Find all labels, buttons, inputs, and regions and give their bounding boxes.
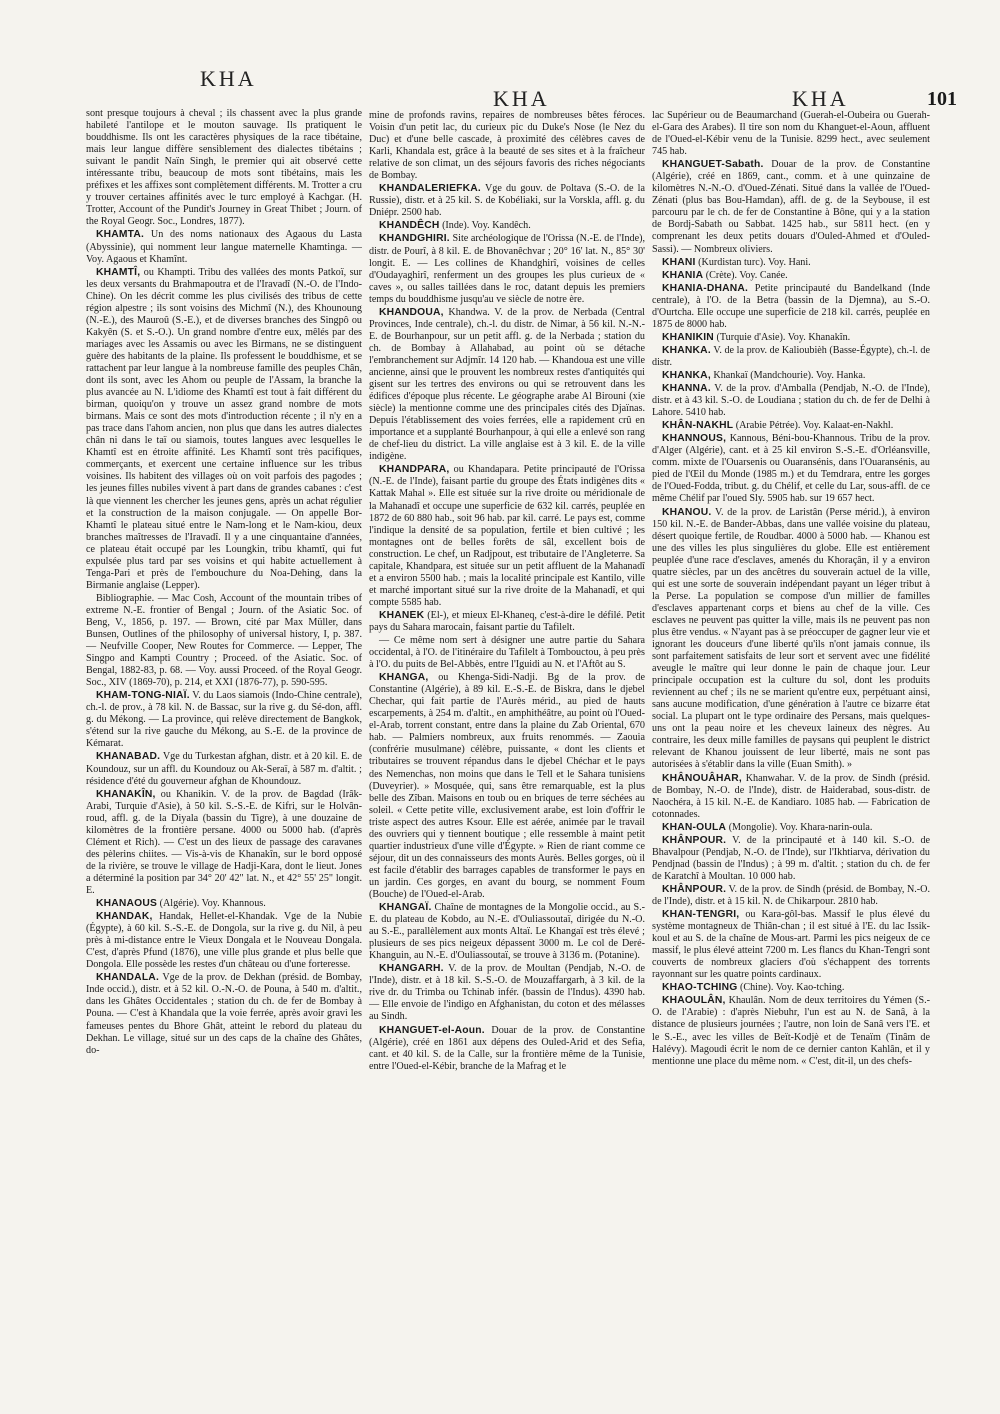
entry-body: Chaîne de montagnes de la Mongolie occid., au S.-E. du plateau de Kobdo, au N.-E. d'Ouliassoutaï, dirigée du N.-O. au S.-E., parallèlement aux monts Altaï. Le Khangaï est très élevé ; plusieurs de ses pics neigeux dépassent 3000 m. Le col de Deré-Khanguin, au N.-E. d'Ouliassoutaï, se trouve à 3136 m. (Potanine). <box>369 902 645 962</box>
dictionary-entry <box>86 690 362 750</box>
entry-headword: KHAO-TCHING <box>662 982 738 994</box>
running-header-left: KHA <box>200 66 257 91</box>
entry-body: (Kurdistan turc). Voy. Hani. <box>695 256 811 268</box>
entry-body: — Ce même nom sert à désigner une autre partie du Sahara occidental, à l'O. de l'itinéraire du Tafilelt à Tombouctou, à peu près à l'O. du puits de Bel-Abbès, entre l'Iguidi au N. et l'Aftôt au S. <box>369 635 645 671</box>
dictionary-entry <box>369 635 645 671</box>
text-column-1 <box>86 108 362 1408</box>
entry-headword: KHANKA. <box>662 344 711 356</box>
entry-body: (Turquie d'Asie). Voy. Khanakîn. <box>713 331 851 343</box>
entry-headword: KHANGUET-el-Aoun. <box>379 1024 485 1036</box>
text-column-3 <box>652 110 930 1410</box>
entry-body: Khankaï (Mandchourie). Voy. Hanka. <box>710 369 866 381</box>
entry-body: V. de la principauté et à 140 kil. S.-O. de Bhavalpour (Pendjab, N.-O. de l'Inde), sur l'Ikhtiarva, dérivation du Pendjnad (bassin de l'Indus) ; à 99 m. d'altit. ; station du ch. de fer de Karatchî à Moultan. 10 000 hab. <box>652 834 930 882</box>
entry-body: Khanwahar. V. de la prov. de Sindh (présid. de Bombay, N.-O. de l'Inde), distr. de Haiderabad, sous-distr. de Naochéra, à 15 kil. N.-E. de Kandiaro. 1085 hab. — Fabrication de cotonnades. <box>652 772 930 820</box>
entry-headword: KHANDOUA, <box>379 306 444 318</box>
dictionary-entry <box>369 110 645 182</box>
dictionary-entry <box>86 789 362 897</box>
dictionary-entry <box>652 420 930 432</box>
entry-body: Un des noms nationaux des Agaous du Lasta (Abyssinie), qui nomment leur langue maternelle Khamtinga. — Voy. Agaous et Khamînt. <box>86 229 362 265</box>
entry-body: lac Supérieur ou de Beaumarchand (Guerah-el-Oubeira ou Guerah-el-Gara des Arabes). Il tire son nom du Khanguet-el-Aoun, affluent de l'Oued-el-Kébir venu de la Tunisie. 8299 hect., avec seulement 745 hab. <box>652 110 930 158</box>
entry-body: (Arabie Pétrée). Voy. Kalaat-en-Nakhl. <box>733 420 894 432</box>
entry-body: Douar de la prov. de Constantine (Algérie), créé en 1861 aux dépens des Ouled-Arid et des Sefia, cant. et 40 kil. S. de la Calle, sur la frontière même de la Tunisie, entre l'Oued-el-Kébir, branche de la Mafrag et le <box>369 1024 645 1072</box>
dictionary-entry <box>86 593 362 689</box>
entry-headword: KHANAKÎN, <box>96 788 156 800</box>
entry-body: (Algérie). Voy. Khannous. <box>157 898 266 910</box>
entry-headword: KHANNA. <box>662 383 711 395</box>
entry-body: Vge du Turkestan afghan, distr. et à 20 kil. E. de Koundouz, sur un affl. du Koundouz ou Ak-Seraï, à 587 m. d'altit. ; résidence d'été du gouverneur afghan de Khoundouz. <box>86 751 362 787</box>
dictionary-entry <box>86 229 362 265</box>
entry-body: ou Khandapara. Petite principauté de l'Orissa (N.-E. de l'Inde), faisant partie du groupe des États indigènes dits « Kattak Mahal ». Elle est située sur la rive droite ou méridionale de la Mahanadî et occupe une superficie de 632 kil. carrés, peuplée en 1872 de 60 880 hab., soit 96 hab. par kil. carré. Le pays est, comme l'indique la densité de sa population, fertile et bien cultivé ; les montagnes ont de belles forêts de sâl, excellent bois de construction. Le chef, un Radjpout, est tributaire de l'Angleterre. Sa capitale, Khandpara, est située sur un petit affluent de la Mahanadî et a environ 5500 hab. ; mais la localité principale est Kantilo, ville et marché important situé sur la rive droite de la Mahanadî, et qui compte 5585 hab. <box>369 464 645 608</box>
dictionary-entry <box>369 464 645 609</box>
dictionary-entry <box>652 835 930 883</box>
entry-body: V. de la prov. de Moultan (Pendjab, N.-O. de l'Inde), distr. et à 18 kil. S.-S.-O. de Mouzaffargarh, à 3 kil. de la rive dr. du Trimba ou Tchinab infér. (bassin de l'Indus). 4390 hab. — Elle envoie de l'indigo en Afghanistan, du coton et des mélasses au Sindh. <box>369 963 645 1023</box>
dictionary-entry <box>652 110 930 158</box>
entry-body: ou Khampti. Tribu des vallées des monts Patkoï, sur les deux versants du Brahmapoutra et de l'Iravadî (N.-O. de l'Indo-Chine). On les décrit comme les plus civilisés des tribus de cette région alpestre ; ils sont voisins des Michmî (N.), des Khounoung (N.-E.), des Mauroû (S.-E.), et de diverses branches des Singpô ou Kakyên (S. et S.-O.). Un grand nombre d'entre eux, mêlés par des mariages avec les Assamis ou avec les Birmans, ne se distinguent guère des habitants de la plaine. Ils professent le bouddhisme, et se rattachent par leur langue à la nombreuse famille des peuples Chân, dont ils sont, avec les Ahom ou peuple de l'Assam, la branche la plus avancée au N. L'idiome des Khamtî est tout à fait différent du birman, quoiqu'on y trouve un assez grand nombre de mots birmans. Mais ce sont des mots d'introduction récente ; il n'y en a pas trace dans l'ahom ancien, non plus que dans les autres dialectes chân ni dans le taï ou siamois, toutes langues avec lesquelles le Khamtî est en étroite affinité. Les Khamtî sont très pacifiques, commerçants, et exercent une certaine influence sur les tribus voisines. Ils habitent des villages où on voit parfois des pagodes ; les jeunes filles nubiles vivent à part dans de grandes cabanes : c'est là que viennent les chercher les jeunes gens, après un achat régulier et la construction de la maison conjugale. — On appelle Bor-Khamtî le plateau situé entre le Nam-long et le Nam-kiou, deux branches maîtresses de l'Iravadî. Il y a une cinquantaine d'années, ce plateau était occupé par les Loungkin, tribu khamtî, qui fut expulsée plus tard par ses voisins et qui habite actuellement à Tenga-Pari et près de l'embouchure du Noa-Dehing, dans la Birmanie anglaise (Lepper). <box>86 266 362 591</box>
running-header-right: KHA <box>792 86 849 111</box>
entry-body: Site archéologique de l'Orissa (N.-E. de l'Inde), distr. de Pourî, à 8 kil. E. de Bhovanêchvar ; 20° 16' lat. N., 85° 30' longit. E. — Les collines de Khandghirî, voisines de celles d'Oudayaghirî, renferment un des groupes les plus curieux de « caves », ou salles taillées dans le roc, datant depuis les premiers temps du bouddhisme jusqu'au ve siècle de notre ère. <box>369 233 645 305</box>
entry-body: Vge de la prov. de Dekhan (présid. de Bombay, Inde occid.), distr. et à 52 kil. O.-N.-O. de Pouna, à 540 m. d'altit., dans les Ghâtes Occidentales ; station du ch. de fer de Bombay à Pouna. — C'est à Khandala que la voie ferrée, après avoir gravi les fameuses pentes du Bhore Ghât, atteint le rebord du plateau du Dekhan. Le village, situé sur un des caps de la chaîne des Ghâtes, do- <box>86 972 362 1056</box>
dictionary-entry <box>86 751 362 787</box>
entry-headword: KHANNOUS, <box>662 433 727 445</box>
entry-headword: KHAMTÎ, <box>96 266 141 278</box>
dictionary-entry <box>369 610 645 634</box>
entry-headword: KHANGARH. <box>379 963 444 975</box>
entry-headword: KHANDALA. <box>96 972 160 984</box>
dictionary-entry <box>369 672 645 901</box>
entry-body: Handak, Hellet-el-Khandak. Vge de la Nubie (Égypte), à 60 kil. S.-S.-E. de Dongola, sur la rive g. du Nil, à peu près à mi-distance entre le Vieux Dongala et le Nouveau Dongala. C'est, d'après Pfund (1876), une ville plus grande et plus belle que Dongola. Elle possède les restes d'un château ou d'une forteresse. <box>86 911 362 971</box>
entry-headword: KHANIA-DHANA. <box>662 282 749 294</box>
entry-headword: KHANAOUS <box>96 898 158 910</box>
dictionary-entry <box>652 270 930 282</box>
dictionary-entry <box>369 220 645 232</box>
entry-headword: KHÂNPOUR. <box>662 834 727 846</box>
entry-body: V. de la prov. de Kalioubièh (Basse-Égypte), ch.-l. de distr. <box>652 344 930 368</box>
entry-headword: KHANGA, <box>379 672 429 684</box>
dictionary-entry <box>86 972 362 1056</box>
dictionary-entry <box>652 822 930 834</box>
entry-body: V. de la prov. d'Amballa (Pendjab, N.-O. de l'Inde), distr. et à 43 kil. S.-O. de Loudiana ; station du ch. de fer de Delhi à Lahore. 5410 hab. <box>652 383 930 419</box>
entry-body: Kannous, Béni-bou-Khannous. Tribu de la prov. d'Alger (Algérie), cant. et à 25 kil environ S.-S.-E. d'Orléansville, comm. mixte de l'Ouarsenis ou Ouaransénis, dans l'Ouaransénis, au pied de l'Œil du Monde (1985 m.) et du Temdrara, entre les gorges de l'Oued-Fodda, tribut. g. du Chélif, et celle du Lar, sous-affl. de ce même Chélif par l'oued Sly. 5905 hab. sur 19 657 hect. <box>652 433 930 505</box>
entry-body: (Chine). Voy. Kao-tching. <box>737 982 845 994</box>
entry-body: Bibliographie. — Mac Cosh, Account of the mountain tribes of extreme N.-E. frontier of Bengal ; Journ. of the Asiatic Soc. of Beng, V., 1856, p. 197. — Brown, cité par Max Müller, dans Bunsen, Outlines of the philosophy of universal history, I, p. 387. — Neufville Cooper, New Routes for Commerce. — Lepper, The Singpo and Kampti Country ; Proceed. of the Asiatic. Soc. of Bengal, 1882-83, p. 68. — Voy. aussi Proceed. of the Royal Geogr. Soc., XIV (1869-70), p. 214, et XXI (1876-77), p. 590-595. <box>86 592 362 689</box>
entry-headword: KHANOU. <box>662 506 712 518</box>
entry-body: (Mongolie). Voy. Khara-narin-oula. <box>726 821 873 833</box>
entry-headword: KHÂNPOUR. <box>662 883 727 895</box>
dictionary-entry <box>652 370 930 382</box>
page-number: 101 <box>927 88 957 110</box>
dictionary-entry <box>652 773 930 821</box>
dictionary-entry <box>369 233 645 305</box>
entry-body: Khandwa. V. de la prov. de Nerbada (Central Provinces, Inde centrale), ch.-l. du distr. de Nimar, à 56 kil. N.-N.-E. de Bourhanpour, sur un petit affl. g. de la Nerbada ; station du ch. de Bombay à Allahabad, au point où se détache l'embranchement sur Adjmîr. 14 120 hab. — Khandoua est une ville ancienne, ainsi que le prouvent les nombreux restes d'antiquités qui gisent sur les tertres des environs ou qui se retrouvent dans les édifices d'époque plus récente. Le géographe arabe Al Birouni (xie siècle) la mentionne comme une des principales cités des Djaïnas. Depuis l'établissement des voies ferrées, elle a rapidement crû en importance et a supplanté Bourhanpour, à qui elle a enlevé son rang de chef-lieu du district. La ville anglaise est à 3 kil. E. de la ville indigène. <box>369 306 645 463</box>
entry-headword: KHAN-TENGRI, <box>662 909 740 921</box>
dictionary-entry <box>86 108 362 228</box>
entry-headword: KHAN-OULA <box>662 821 727 833</box>
dictionary-entry <box>652 507 930 772</box>
dictionary-entry <box>369 307 645 464</box>
dictionary-entry <box>86 898 362 910</box>
entry-body: Douar de la prov. de Constantine (Algérie), créé en 1869, cant., comm. et à une quinzaine de kilomètres N.-N.-O. d'Oued-Zénati. Situé dans la vallée de l'Oued-Zénati (plus bas Bou-Hamdan), affl. de g. de la Seybouse, il est parcouru par le ch. de fer de Constantine à Bône, qui y a la station de Bordj-Sabath ou Sabbat. 1425 hab., sur 5811 hect. (en y comprenant les deux petits douars d'Ouled-Ahmed et d'Ouled-Sassi). — Nombreux oliviers. <box>652 159 930 255</box>
dictionary-entry <box>652 995 930 1067</box>
entry-body: ou Khanikin. V. de la prov. de Bagdad (Irâk-Arabi, Turquie d'Asie), à 50 kil. S.-S.-E. de Kifri, sur le Holvân-roud, affl. g. de la Diyala (bassin du Tigre), à une douzaine de kilomètres de la frontière persane. 4000 ou 5000 hab. (d'après Clément et Rich). — C'est un des lieux de passage des caravanes des pèlerins chiites. — Vis-à-vis de Khanakîn, sur le bord opposé de la rivière, se trouve le village de Hadji-Kara, dont le lieut. Jones a déterminé la position par 34° 20' 42" lat. N., et 42° 55' 25" longit. E. <box>86 788 362 896</box>
entry-headword: KHANGUET-Sabath. <box>662 159 764 171</box>
entry-headword: KHAMTA. <box>96 229 145 241</box>
entry-body: (Inde). Voy. Kandêch. <box>439 220 531 232</box>
entry-headword: KHANIA <box>662 269 704 281</box>
entry-headword: KHANIKIN <box>662 331 714 343</box>
dictionary-entry <box>652 982 930 994</box>
dictionary-entry <box>652 909 930 981</box>
dictionary-entry <box>369 1025 645 1073</box>
entry-headword: KHANABAD. <box>96 751 161 763</box>
entry-body: (Crète). Voy. Canée. <box>703 269 788 281</box>
entry-body: (El-), et mieux El-Khaneq, c'est-à-dire le défilé. Petit pays du Sahara marocain, faisant partie du Tafilelt. <box>369 609 645 633</box>
dictionary-entry <box>652 159 930 255</box>
entry-headword: KHANEK <box>379 609 425 621</box>
entry-headword: KHANI <box>662 256 696 268</box>
entry-headword: KHANDPARA, <box>379 464 450 476</box>
entry-headword: KHANDÊCH <box>379 220 440 232</box>
entry-body: Vge du gouv. de Poltava (S.-O. de la Russie), distr. et à 25 kil. S. de Kobéliaki, sur la Vorskla, affl. g. du Dniépr. 2500 hab. <box>369 183 645 219</box>
entry-body: Khaulân. Nom de deux territoires du Yémen (S.-O. de l'Arabie) : d'après Niebuhr, l'un est au N. de Sanâ, à la distance de plusieurs journées ; l'autre, non loin de Sanâ vers l'E. et le S.-E., avec les villes de Beït-Kodjè et de Tenaïm (Tinâm de Halévy). Magoudi écrit le nom de ce dernier canton Kahlân, et il y mentionne une place du même nom. « C'est, dit-il, un des chefs- <box>652 995 930 1067</box>
entry-body: V. de la prov. de Laristân (Perse mérid.), à environ 150 kil. N.-E. de Bander-Abbas, dans une vallée voisine du plateau, désert quoique fertile, de Roudbar. 4000 à 5000 hab. — Khanou est une des villes les plus singulières du globe. Elle est entièrement peuplée d'une race d'esclaves, amenés du Khoraçân, il y a environ quatre siècles, par un des ancêtres du souverain actuel de la ville, qui est une sorte de souverain indépendant payant un léger tribut à la Perse. La population se compose d'un millier de familles d'esclaves appartenant corps et biens au chef de la ville. Ces esclaves ne peuvent pas quitter la ville, mais ils ne peuvent pas non plus être vendus. « N'ayant pas à se préoccuper de gagner leur vie et ignorant les douceurs d'une liberté qu'ils n'ont jamais connue, ils sont parfaitement satisfaits de leur sort et servent avec une fidélité aveugle le maître qui leur donne le pain de chaque jour. Leur principale occupation est la culture du sol, dont les produits reviennent au chef ; ils ne se marient qu'entre eux, perpétuant ainsi, sans aucune modification, d'une génération à l'autre ce bizarre état social. La plupart ont le type ordinaire des Persans, mais quelques-uns ont la peau noire et les cheveux laineux des nègres. Au contraire, les deux mille familles de paysans qui peuplent le district relevant de Khanou jouissent de leur liberté, mais ne sont pas autorisées à s'établir dans la ville (Euan Smith). » <box>652 506 930 771</box>
dictionary-entry <box>652 383 930 419</box>
dictionary-entry <box>652 433 930 505</box>
entry-body: ou Kara-gôl-bas. Massif le plus élevé du système montagneux de Thiân-chan ; il est situé à l'E. du lac Issik-koul et au S. de la chaîne de Mous-art. Parmi les pics neigeux de ce massif, le plus élevé atteint 7200 m. Les flancs du Khan-Tengri sont couverts de nombreux glaciers d'où s'échappent des torrents rayonnant sur les quatre points cardinaux. <box>652 909 930 981</box>
entry-body: Petite principauté du Bandelkand (Inde centrale), à l'O. de la Betra (bassin de la Djemna), au S.-O. d'Ourtcha. Elle occupe une superficie de 218 kil. carrés, peuplée en 1875 de 8000 hab. <box>652 282 930 330</box>
dictionary-entry <box>652 345 930 369</box>
running-header-middle: KHA <box>493 86 550 111</box>
dictionary-entry <box>369 183 645 219</box>
entry-headword: KHÂNOUÂHAR, <box>662 772 742 784</box>
entry-headword: KHANGAÏ. <box>379 902 432 914</box>
entry-headword: KHANDGHIRI. <box>379 233 450 245</box>
dictionary-entry <box>369 902 645 962</box>
dictionary-entry <box>369 963 645 1023</box>
entry-headword: KHAM-TONG-NIAÏ. <box>96 690 190 702</box>
entry-body: ou Khenga-Sidi-Nadji. Bg de la prov. de Constantine (Algérie), à 89 kil. E.-S.-E. de Biskra, dans le djebel Chechar, qui fait partie de l'Aurès mérid., au pied de hauts escarpements, à 254 m. d'altit., en amphithéâtre, au point où l'Oued-el-Arab, torrent constant, entre dans la plaine du Zab Oriental, 670 hab. — Palmiers nombreux, aux fruits renommés. — Zaouia (confrérie musulmane) célèbre, puissante, « dont les clients et tributaires se trouvent répandus dans le djebel Chéchar et le pays des Nemenchas, non moins que dans le Tell et le Sahara tunisiens (Duveyrier). » Mosquée, qui, sans être remarquable, est la plus belle des Zîban. Maisons en toub ou en briques de terre séchées au soleil. « Cette petite ville, exclusivement arabe, est loin d'offrir le triste aspect des autres Ksour. Elle est aérée, animée par le travail des ouvriers qui y tiennent boutique ; elle ressemble à maint petit quartier industrieux d'une ville d'Égypte. » Rien de riant comme ce séjour, dit un des connaisseurs des monts Aurès. Belles gorges, où il est facile d'établir des barrages capables de transformer le pays en un jardin. Ces gorges, en avant du bourg, se nomment Foum (Bouche) de l'Oued-el-Arab. <box>369 672 645 900</box>
dictionary-entry <box>652 283 930 331</box>
entry-headword: KHÂN-NAKHL <box>662 420 734 432</box>
entry-headword: KHANDALERIEFKA. <box>379 183 481 195</box>
dictionary-entry <box>652 332 930 344</box>
entry-headword: KHANDAK, <box>96 911 153 923</box>
entry-body: sont presque toujours à cheval ; ils chassent avec la plus grande habileté l'antilope et le mouton sauvage. Ils pratiquent le bouddhisme. Ils ont les caractères physiques de la race tibétaine, mais leur langue diffère sensiblement des dialectes tibétains ; suivant le pandit Naïn Singh, le premier qui ait observé cette intéressante tribu, beaucoup de mots sont tibétains, mais les préfixes et les affixes sont complètement différents. M. Trotter a cru y trouver certaines affinités avec le turc employé à Kachgar. (H. Trotter, Account of the Pundit's Journey in Great Thibet ; Journ. of the Royal Geogr. Soc., Londres, 1877). <box>86 108 362 228</box>
entry-body: V. du Laos siamois (Indo-Chine centrale), ch.-l. de prov., à 78 kil. N. de Bassac, sur la rive g. du Sé-don, affl. g. du Mékong. — La province, qui relève directement de Bangkok, s'étend sur la rive gauche du Mékong, au S.-E. de la province de Kémarat. <box>86 690 362 750</box>
dictionary-entry <box>652 884 930 908</box>
dictionary-entry <box>652 257 930 269</box>
text-column-2 <box>369 110 645 1410</box>
entry-headword: KHANKA, <box>662 369 711 381</box>
dictionary-entry <box>86 267 362 592</box>
entry-body: mine de profonds ravins, repaires de nombreuses bêtes féroces. Voisin d'un petit lac, du curieux pic du Duke's Nose (le Nez du Duc) et d'une belle cascade, à proximité des célèbres caves de Karli, Khandala est, grâce à la beauté de ses sites et à la fraîcheur relative de son climat, un des séjours favoris des riches négociants de Bombay. <box>369 110 645 182</box>
dictionary-entry <box>86 911 362 971</box>
entry-body: V. de la prov. de Sindh (présid. de Bombay, N.-O. de l'Inde), distr. et à 15 kil. N. de Chikarpour. 2810 hab. <box>652 883 930 907</box>
entry-headword: KHAOULÂN, <box>662 995 726 1007</box>
